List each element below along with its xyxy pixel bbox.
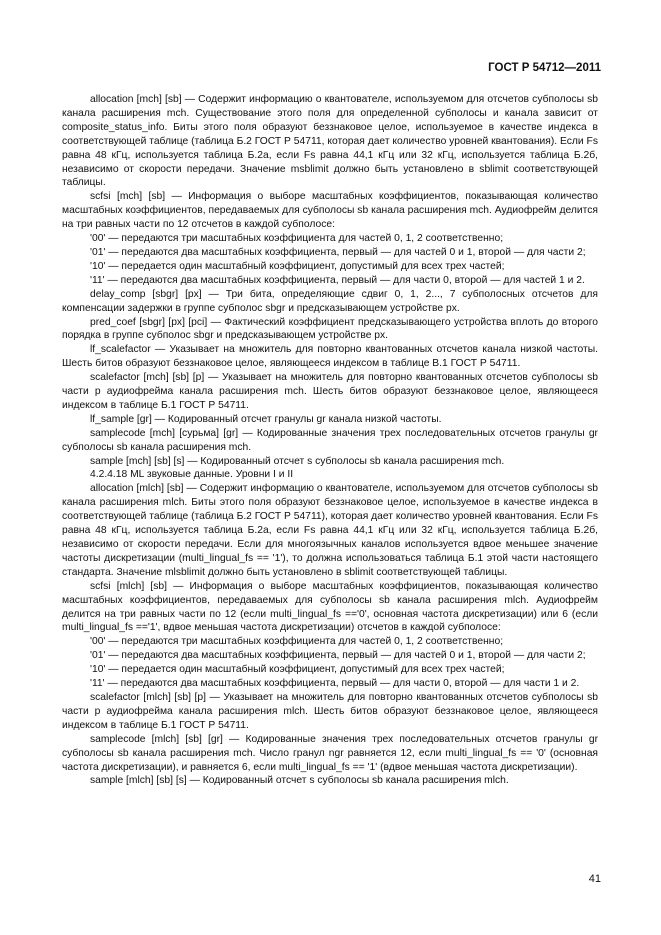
paragraph: samplecode [mch] [сурьма] [gr] — Кодированные значения трех последовательных отсчетов гранулы gr субполосы sb канала расширения mch. — [62, 427, 598, 453]
paragraph: sample [mlch] [sb] [s] — Кодированный отсчет s субполосы sb канала расширения mlch. — [90, 775, 509, 787]
section-heading: 4.2.4.18 ML звуковые данные. Уровни I и II — [90, 469, 294, 481]
paragraph: '00' — передаются три масштабных коэффициента для частей 0, 1, 2 соответственно; — [90, 233, 504, 245]
page-number: 41 — [588, 873, 601, 885]
paragraph: '10' — передается один масштабный коэффициент, допустимый для всех трех частей; — [90, 664, 505, 676]
paragraph: sample [mch] [sb] [s] — Кодированный отсчет s субполосы sb канала расширения mch. — [90, 455, 505, 467]
document-body — [62, 93, 598, 788]
paragraph: '01' — передаются два масштабных коэффициента, первый — для частей 0 и 1, второй — для части 2; — [90, 246, 586, 258]
paragraph: scfsi [mlch] [sb] — Информация о выборе масштабных коэффициентов, показывающая количество масштабных коэффициентов, передаваемых для субполосы sb канала расширения mlch. Аудиофрейм делится на три равных части по 12 (если multi_lingual_fs =='0', основная частота дискретизации) или 6 (если multi_lingual_fs =='1', вдвое меньшая частота дискретизации) отсчетов в каждой субполосе: — [62, 580, 598, 634]
paragraph: scfsi [mch] [sb] — Информация о выборе масштабных коэффициентов, показывающая количество масштабных коэффициентов, передаваемых для субполосы sb канала расширения mch. Аудиофрейм делится на три равных части по 12 отсчетов в каждой субполосе: — [62, 191, 598, 231]
paragraph: lf_scalefactor — Указывает на множитель для повторно квантованных отсчетов канала низкой частоты. Шесть битов образуют беззнаковое целое, являющееся индексом в таблице В.1 ГОСТ Р 54711. — [62, 344, 598, 370]
paragraph: delay_comp [sbgr] [px] — Три бита, определяющие сдвиг 0, 1, 2..., 7 субполосных отсчетов для компенсации задержки в группе субполос sbgr и предсказывающем устройстве px. — [62, 288, 598, 314]
document-code: ГОСТ Р 54712—2011 — [488, 62, 601, 74]
paragraph: '00' — передаются три масштабных коэффициента для частей 0, 1, 2 соответственно; — [90, 636, 504, 648]
paragraph: '11' — передаются два масштабных коэффициента, первый — для части 0, второй — для части 1 и 2. — [90, 678, 580, 690]
paragraph: scalefactor [mch] [sb] [p] — Указывает на множитель для повторно квантованных отсчетов субполосы sb части p аудиофрейма канала расширения mch. Шесть битов образуют беззнаковое целое, являющееся индексом в таблице Б.1 ГОСТ Р 54711. — [62, 372, 598, 411]
paragraph: '11' — передаются два масштабных коэффициента, первый — для части 0, второй — для частей 1 и 2. — [90, 274, 585, 286]
paragraph: '01' — передаются два масштабных коэффициента, первый — для частей 0 и 1, второй — для части 2; — [90, 650, 586, 662]
paragraph: pred_coef [sbgr] [px] [pci] — Фактический коэффициент предсказывающего устройства вплоть до второго порядка в группе субполос sbgr и предсказывающем устройстве px. — [62, 316, 598, 342]
paragraph: allocation [mch] [sb] — Содержит информацию о квантователе, используемом для отсчетов субполосы sb канала расширения mch. Существование этого поля для определенной субполосы и канала зависит от composite_status_info. Биты этого поля образуют беззнаковое целое, используемое в качестве индекса в соответствующей таблице (таблица Б.2 ГОСТ Р 54711, которая дает количество уровней квантования). Если Fs равна 48 кГц, используется таблица Б.2а, если Fs равна 44,1 кГц или 32 кГц, используется таблица Б.2б, независимо от скорости передачи. Значение msblimit должно быть установлено в sblimit соответствующей таблицы. — [62, 94, 598, 189]
paragraph: lf_sample [gr] — Кодированный отсчет гранулы gr канала низкой частоты. — [90, 413, 442, 425]
paragraph: '10' — передается один масштабный коэффициент, допустимый для всех трех частей; — [90, 260, 505, 272]
paragraph: allocation [mlch] [sb] — Содержит информацию о квантователе, используемом для отсчетов субполосы sb канала расширения mlch. Биты этого поля образуют беззнаковое целое, используемое в качестве индекса в соответствующей таблице (таблица Б.2 ГОСТ Р 54711), которая дает количество уровней квантования. Если Fs равна 48 кГц, используется таблица Б.2а, если Fs равна 44,1 кГц или 32 кГц, используется таблица Б.2б, независимо от скорости передачи. Если для многоязычных каналов используется вдвое меньшее значение частоты дискретизации (multi_lingual_fs == '1'), то должна использоваться таблица Б.1 этой части настоящего стандарта. Значение mlsblimit должно быть установлено в sblimit соответствующей таблицы. — [62, 483, 598, 578]
paragraph: scalefactor [mlch] [sb] [p] — Указывает на множитель для повторно квантованных отсчетов субполосы sb части p аудиофрейма канала расширения mlch. Шесть битов образуют беззнаковое целое, являющееся индексом в таблице Б.1 ГОСТ Р 54711. — [62, 691, 598, 731]
paragraph: samplecode [mlch] [sb] [gr] — Кодированные значения трех последовательных отсчетов гранулы gr субполосы sb канала расширения mch. Число гранул ngr равняется 12, если multi_lingual_fs == '0' (основная частота дискретизации), и равняется 6, если multi_lingual_fs == '1' (вдвое меньшая частота дискретизации). — [62, 733, 598, 773]
